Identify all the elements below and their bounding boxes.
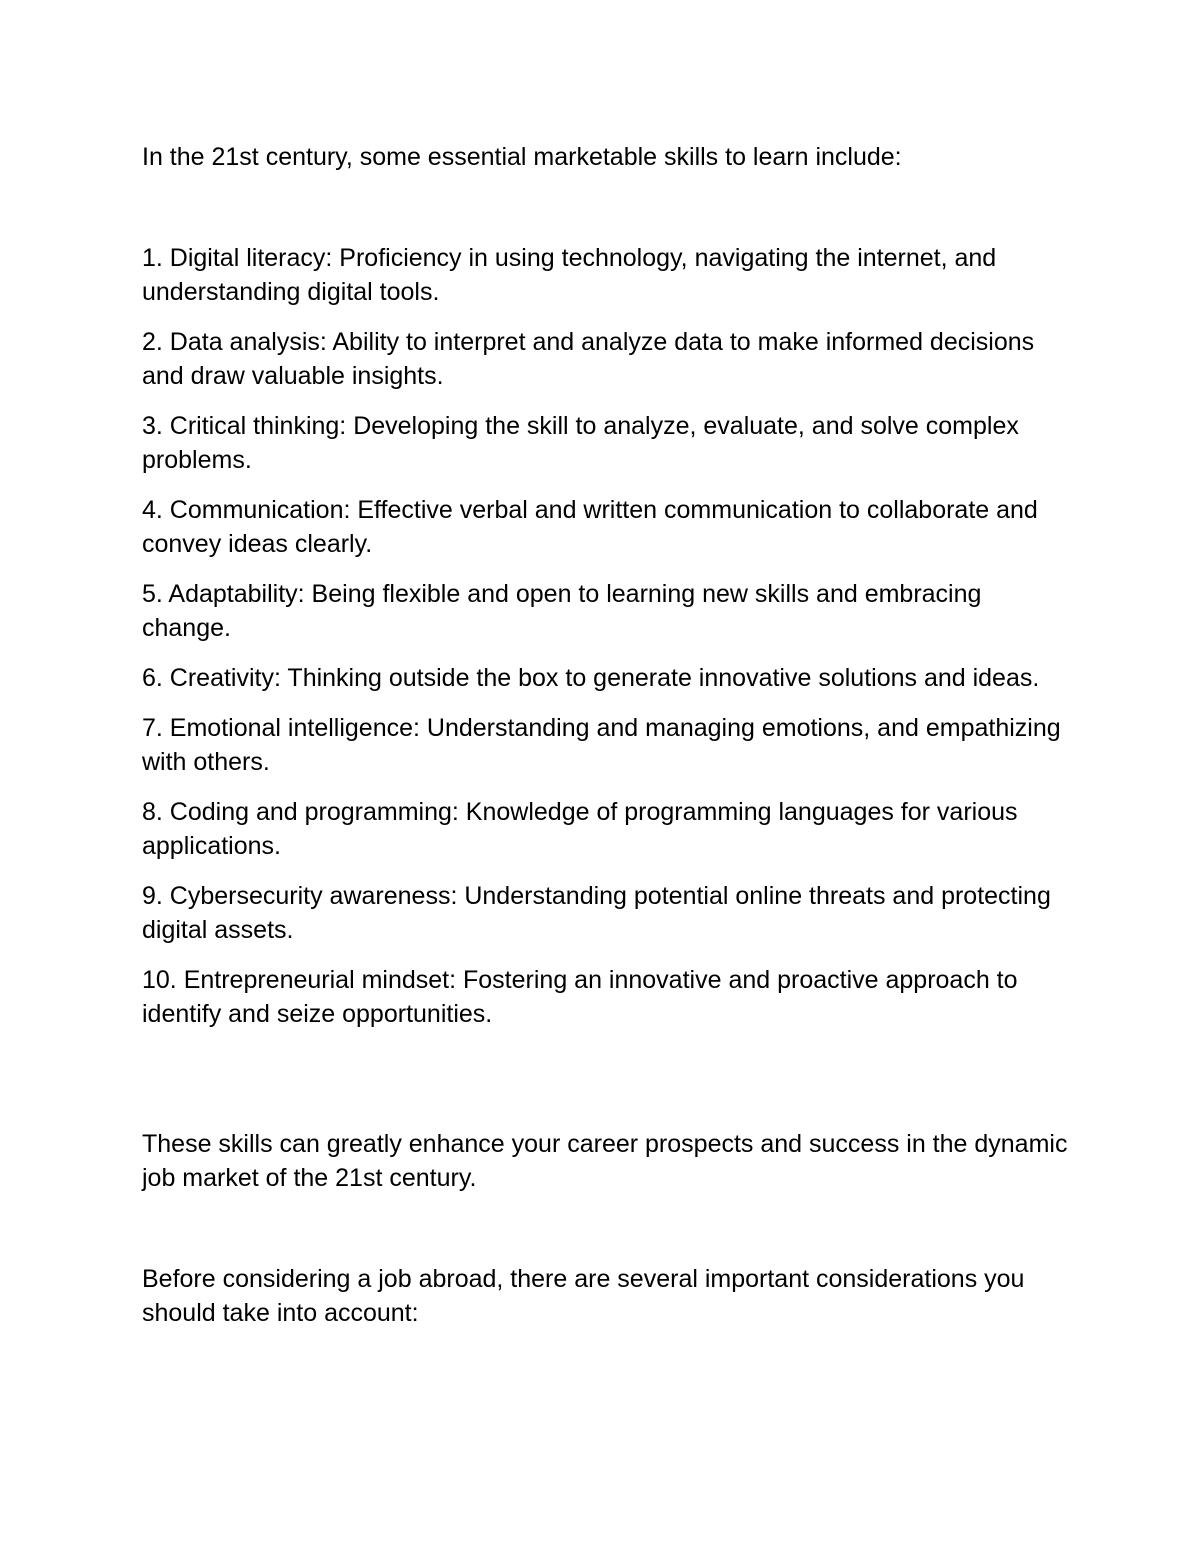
list-item: 5. Adaptability: Being flexible and open to learning new skills and embracing change. (142, 580, 982, 642)
list-item: 7. Emotional intelligence: Understanding and managing emotions, and empathizing with others. (142, 714, 1061, 776)
list-item: 1. Digital literacy: Proficiency in using technology, navigating the internet, and understanding digital tools. (142, 244, 997, 306)
list-item: 10. Entrepreneurial mindset: Fostering an innovative and proactive approach to identify and seize opportunities. (142, 966, 1018, 1028)
list-item: 9. Cybersecurity awareness: Understanding potential online threats and protecting digital assets. (142, 882, 1051, 944)
intro-paragraph: In the 21st century, some essential marketable skills to learn include: (142, 143, 902, 171)
closing-paragraph: These skills can greatly enhance your career prospects and success in the dynamic job market of the 21st century. (142, 1130, 1068, 1192)
list-item: 4. Communication: Effective verbal and written communication to collaborate and convey ideas clearly. (142, 496, 1038, 558)
list-item: 3. Critical thinking: Developing the skill to analyze, evaluate, and solve complex problems. (142, 412, 1019, 474)
list-item: 6. Creativity: Thinking outside the box to generate innovative solutions and ideas. (142, 664, 1040, 692)
list-item: 8. Coding and programming: Knowledge of programming languages for various applications. (142, 798, 1018, 860)
skills-list (142, 241, 1072, 1047)
list-item: 2. Data analysis: Ability to interpret and analyze data to make informed decisions and draw valuable insights. (142, 328, 1035, 390)
abroad-intro-paragraph: Before considering a job abroad, there are several important considerations you should take into account: (142, 1265, 1025, 1327)
